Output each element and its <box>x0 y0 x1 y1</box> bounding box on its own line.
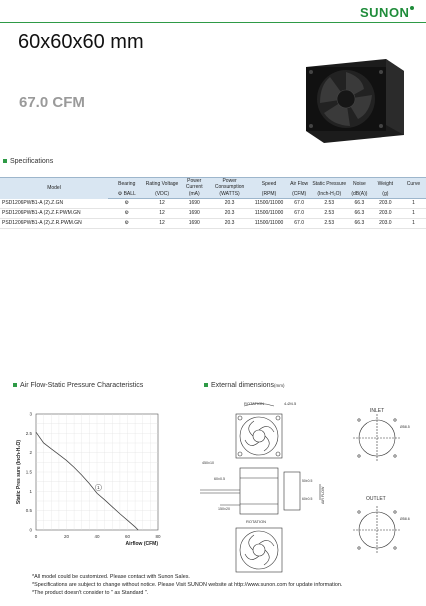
cell-voltage: 12 <box>145 219 178 229</box>
chart-heading: Air Flow-Static Pressure Characteristics <box>13 382 143 389</box>
cell-speed: 11500/11000 <box>249 199 288 209</box>
cell-pressure: 2.53 <box>310 199 349 209</box>
x-tick-label: 20 <box>63 534 70 539</box>
col-current: Power Current <box>179 178 210 191</box>
outlet-circle <box>353 506 401 554</box>
dimensions-heading: External dimensions(mm) <box>204 382 285 389</box>
inlet-diameter: Ø58.5 <box>400 425 410 429</box>
col-model: Model <box>0 178 108 199</box>
cell-voltage: 12 <box>145 209 178 219</box>
cell-pressure: 2.53 <box>310 209 349 219</box>
cell-bearing: ⚙ <box>108 209 145 219</box>
cell-power: 20.3 <box>210 209 249 219</box>
curve-label: 1 <box>97 485 100 491</box>
width-dimension: 60±0.5 <box>214 477 225 481</box>
table-row <box>0 219 426 229</box>
fan-front-view-top <box>236 414 282 458</box>
y-tick-label: 3 <box>29 411 32 417</box>
col-speed: Speed <box>249 178 288 191</box>
header-rule <box>0 22 426 23</box>
x-tick-label: 80 <box>155 534 161 539</box>
cell-power: 20.3 <box>210 199 249 209</box>
y-axis-label: Static Pres sure (Inch-H₂O) <box>16 439 22 505</box>
cell-speed: 11500/11000 <box>249 209 288 219</box>
cell-model: PSD1206PWB1-A (2).Z.GN <box>0 199 108 209</box>
fan-side-view <box>200 468 300 514</box>
hole-dimension: 4-Ø4.5 <box>284 401 297 406</box>
cell-voltage: 12 <box>145 199 178 209</box>
specifications-table <box>0 177 426 229</box>
fan-front-view-bottom <box>236 528 282 572</box>
fan-product-image <box>292 55 412 143</box>
bullet-square-icon <box>3 159 7 163</box>
cell-noise: 66.3 <box>349 209 370 219</box>
col-weight: Weight <box>370 178 401 191</box>
unit-curve <box>401 190 426 199</box>
footnote-2: *Specifications are subject to change without notice. Please Visit SUNON website at http://www.sunon.com for update information. <box>32 582 343 588</box>
cell-pressure: 2.53 <box>310 219 349 229</box>
chart-grid <box>36 414 158 530</box>
bullet-square-icon <box>13 383 17 387</box>
footnote-3: *The product doesn't consider to " as Standard ". <box>32 590 149 596</box>
col-bearing: Bearing <box>108 178 145 191</box>
cell-noise: 66.3 <box>349 199 370 209</box>
inlet-circle <box>353 414 401 462</box>
unit-current: (mA) <box>179 190 210 199</box>
col-voltage: Rating Voltage <box>145 178 178 191</box>
airflow-pressure-chart <box>14 408 174 550</box>
cell-model: PSD1206PWB1-A (2).Z.F.PWM.GN <box>0 209 108 219</box>
logo-dot-icon <box>410 6 414 10</box>
x-axis-label: Airflow (CFM) <box>125 541 158 547</box>
y-tick-label: 2.5 <box>25 430 32 436</box>
cell-bearing: ⚙ <box>108 219 145 229</box>
external-dimensions-drawing <box>200 392 424 576</box>
table-row <box>0 209 426 219</box>
col-noise: Noise <box>349 178 370 191</box>
y-tick-label: 0 <box>29 527 32 533</box>
cell-model: PSD1206PWB1-A (2).Z.R.PWM.GN <box>0 219 108 229</box>
unit-voltage: (VDC) <box>145 190 178 199</box>
airflow-label: AIR FLOW <box>321 486 325 504</box>
cell-airflow: 67.0 <box>289 199 310 209</box>
unit-pressure: (Inch-H₂O) <box>310 190 349 199</box>
col-power: Power Consumption <box>210 178 249 191</box>
ball-bearing-icon: ⚙ <box>117 191 123 197</box>
table-header-row <box>0 178 426 191</box>
unit-speed: (RPM) <box>249 190 288 199</box>
outlet-diameter: Ø58.6 <box>400 517 410 521</box>
y-tick-label: 1 <box>29 488 32 494</box>
rotation-label-top: ROTATION <box>244 401 265 406</box>
rotation-label-bottom: ROTATION <box>246 519 267 524</box>
bullet-square-icon <box>204 383 208 387</box>
chart-x-ticks <box>35 534 161 539</box>
cell-weight: 203.0 <box>370 209 401 219</box>
cell-speed: 11500/11000 <box>249 219 288 229</box>
col-airflow: Air Flow <box>289 178 310 191</box>
height-dimension: 50±0.5 <box>302 479 313 483</box>
brand-logo: SUNON <box>360 5 414 20</box>
y-tick-label: 0.5 <box>25 508 32 514</box>
footnote-1: *All model could be customized. Please contact with Sunon Sales. <box>32 574 190 580</box>
col-pressure: Static Pressure <box>310 178 349 191</box>
chart-y-ticks <box>26 412 33 533</box>
unit-weight: (g) <box>370 190 401 199</box>
cable-length-dimension: 150±20 <box>218 507 230 511</box>
cell-weight: 203.0 <box>370 219 401 229</box>
cell-noise: 66.3 <box>349 219 370 229</box>
specifications-heading: Specifications <box>3 158 53 165</box>
outlet-label: OUTLET <box>366 496 386 502</box>
unit-power: (WATTS) <box>210 190 249 199</box>
cell-bearing: ⚙ <box>108 199 145 209</box>
inlet-label: INLET <box>370 408 385 414</box>
cell-current: 1690 <box>179 199 210 209</box>
y-tick-label: 1.5 <box>25 469 32 475</box>
cell-airflow: 67.0 <box>289 209 310 219</box>
unit-noise: (dB(A)) <box>349 190 370 199</box>
x-tick-label: 0 <box>34 534 38 539</box>
cell-curve: 1 <box>401 219 426 229</box>
y-tick-label: 2 <box>29 450 32 456</box>
table-row <box>0 199 426 209</box>
cell-power: 20.3 <box>210 219 249 229</box>
col-curve: Curve <box>401 178 426 191</box>
lead-length-dimension: 450±10 <box>202 461 214 465</box>
page-title: 60x60x60 mm <box>18 31 144 53</box>
x-tick-label: 40 <box>94 534 100 539</box>
curve-marker <box>95 484 101 490</box>
x-tick-label: 60 <box>124 534 131 539</box>
cell-curve: 1 <box>401 209 426 219</box>
cell-current: 1690 <box>179 209 210 219</box>
airflow-title: 67.0 CFM <box>19 94 85 111</box>
cell-weight: 203.0 <box>370 199 401 209</box>
cell-airflow: 67.0 <box>289 219 310 229</box>
bearing-legend: ⚙ BALL <box>108 190 145 199</box>
cell-current: 1690 <box>179 219 210 229</box>
unit-airflow: (CFM) <box>289 190 310 199</box>
depth-dimension: 60±0.5 <box>302 497 313 501</box>
cell-curve: 1 <box>401 199 426 209</box>
